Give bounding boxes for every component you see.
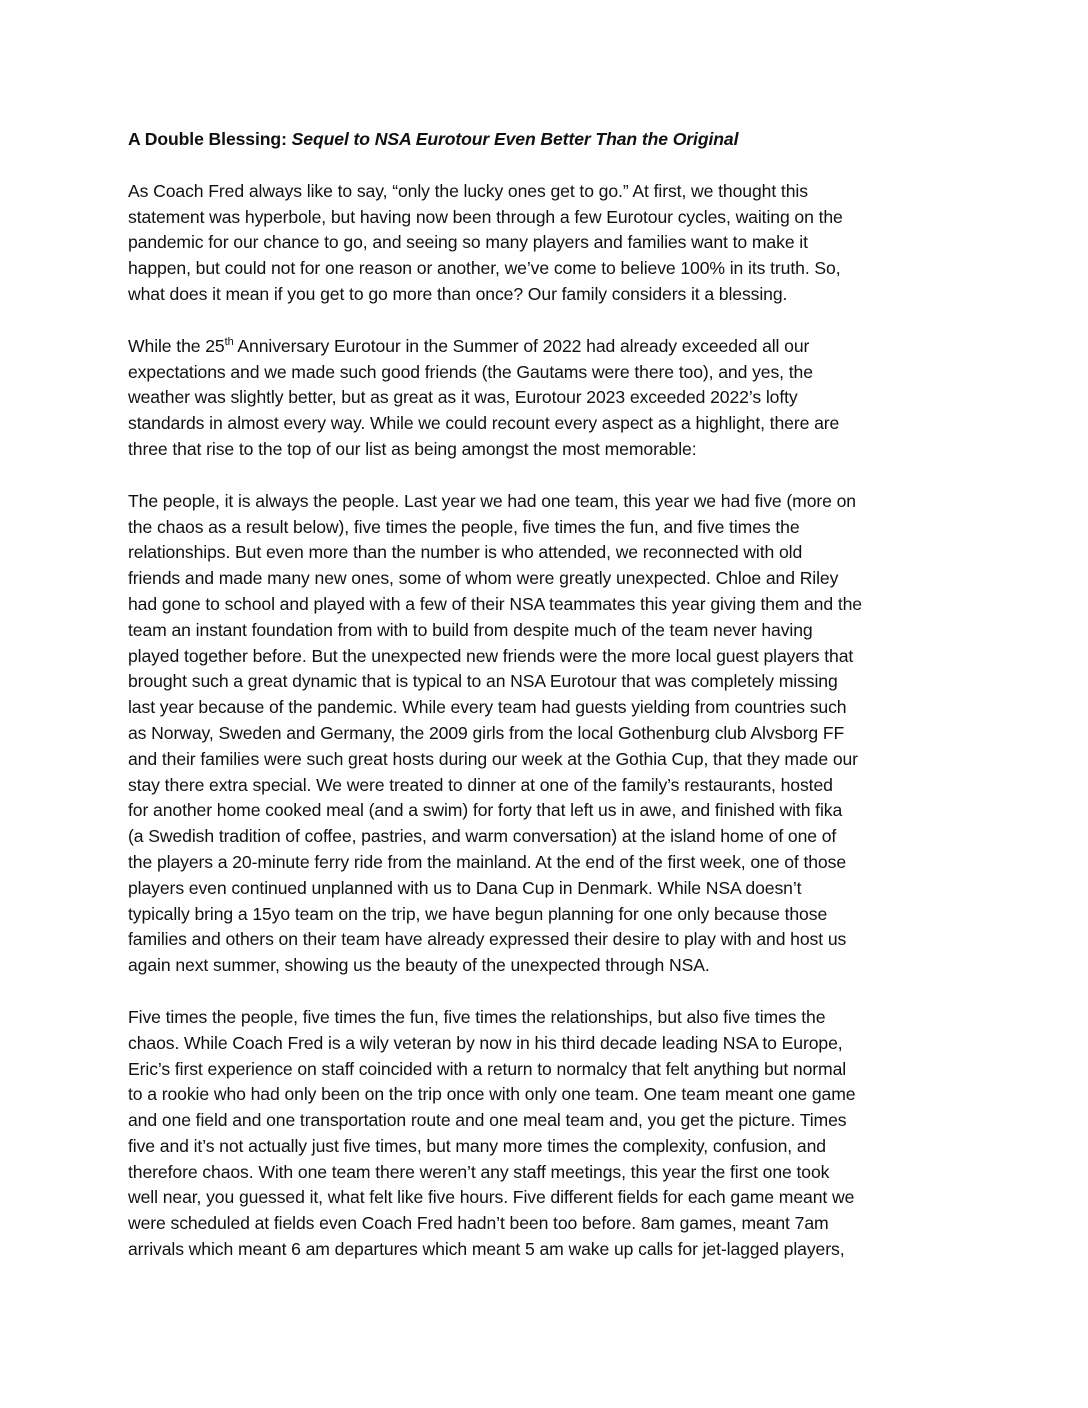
paragraph-line [128,334,960,360]
title-subtitle: Sequel to NSA Eurotour Even Better Than the Original [291,129,739,149]
paragraph-line: players even continued unplanned with us to Dana Cup in Denmark. While NSA doesn’t [128,877,802,898]
paragraph-line: Eric’s first experience on staff coincided with a return to normalcy that felt anything but normal [128,1058,847,1079]
paragraph-line: and their families were such great hosts during our week at the Gothia Cup, that they made our [128,748,858,769]
paragraph-line: brought such a great dynamic that is typical to an NSA Eurotour that was completely missing [128,671,838,692]
document-body [128,127,960,1289]
paragraph-line: standards in almost every way. While we could recount every aspect as a highlight, there are [128,413,840,434]
paragraph-line: (a Swedish tradition of coffee, pastries, and warm conversation) at the island home of one of [128,826,837,847]
paragraph-line: well near, you guessed it, what felt like five hours. Five different fields for each game meant we [128,1187,855,1208]
paragraph-line: last year because of the pandemic. While every team had guests yielding from countries such [128,697,847,718]
paragraph-3 [128,489,960,979]
document-title [128,127,960,153]
paragraph-line: had gone to school and played with a few of their NSA teammates this year giving them and the [128,593,862,614]
text-run: While the 25 [128,335,225,356]
paragraph-line: stay there extra special. We were treated to dinner at one of the family’s restaurants, hosted [128,774,833,795]
paragraph-line: and one field and one transportation route and one meal team and, you get the picture. Times [128,1110,847,1131]
paragraph-line: arrivals which meant 6 am departures which meant 5 am wake up calls for jet-lagged players, [128,1239,845,1260]
paragraph-line: what does it mean if you get to go more than once? Our family considers it a blessing. [128,283,788,304]
paragraph-line: weather was slightly better, but as great as it was, Eurotour 2023 exceeded 2022’s lofty [128,387,798,408]
paragraph-line: played together before. But the unexpected new friends were the more local guest players that [128,645,854,666]
paragraph-line: the players a 20-minute ferry ride from the mainland. At the end of the first week, one of those [128,851,846,872]
paragraph-2 [128,334,960,463]
paragraph-line: to a rookie who had only been on the trip once with only one team. One team meant one game [128,1084,856,1105]
paragraph-line: three that rise to the top of our list as being amongst the most memorable: [128,438,697,459]
paragraph-line: were scheduled at fields even Coach Fred hadn’t been too before. 8am games, meant 7am [128,1213,829,1234]
paragraph-line: relationships. But even more than the number is who attended, we reconnected with old [128,542,803,563]
paragraph-line: statement was hyperbole, but having now been through a few Eurotour cycles, waiting on the [128,206,843,227]
paragraph-4 [128,1005,960,1263]
paragraph-line: As Coach Fred always like to say, “only the lucky ones get to go.” At first, we thought this [128,180,808,201]
paragraph-line: The people, it is always the people. Last year we had one team, this year we had five (more on [128,490,856,511]
paragraph-line: friends and made many new ones, some of whom were greatly unexpected. Chloe and Riley [128,568,839,589]
paragraph-line: families and others on their team have already expressed their desire to play with and host us [128,929,847,950]
paragraph-line: pandemic for our chance to go, and seeing so many players and families want to make it [128,232,808,253]
text-run: Anniversary Eurotour in the Summer of 2022 had already exceeded all our [233,335,810,356]
paragraph-1 [128,179,960,308]
paragraph-line: therefore chaos. With one team there weren’t any staff meetings, this year the first one took [128,1161,830,1182]
paragraph-line: typically bring a 15yo team on the trip, we have begun planning for one only because those [128,903,828,924]
paragraph-line: again next summer, showing us the beauty of the unexpected through NSA. [128,955,710,976]
superscript: th [224,335,234,348]
paragraph-line: Five times the people, five times the fun, five times the relationships, but also five times the [128,1006,826,1027]
paragraph-line: for another home cooked meal (and a swim) for forty that left us in awe, and finished with fika [128,800,843,821]
paragraph-line: chaos. While Coach Fred is a wily veteran by now in his third decade leading NSA to Europe, [128,1032,843,1053]
title-lead: A Double Blessing: [128,129,292,149]
paragraph-line: five and it’s not actually just five times, but many more times the complexity, confusion, and [128,1135,826,1156]
paragraph-line: the chaos as a result below), five times the people, five times the fun, and five times the [128,516,800,537]
paragraph-line: as Norway, Sweden and Germany, the 2009 girls from the local Gothenburg club Alvsborg FF [128,722,845,743]
paragraph-line: happen, but could not for one reason or another, we’ve come to believe 100% in its truth. So, [128,258,841,279]
paragraph-line: team an instant foundation from with to build from despite much of the team never having [128,619,813,640]
paragraph-line: expectations and we made such good friends (the Gautams were there too), and yes, the [128,361,813,382]
